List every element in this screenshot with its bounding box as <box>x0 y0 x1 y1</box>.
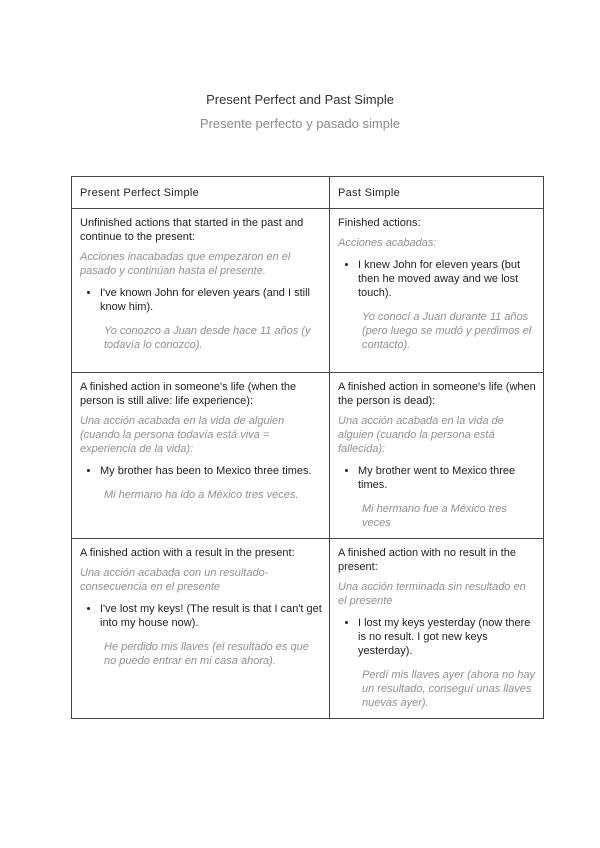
rule-text: Unfinished actions that started in the past and continue to the present: <box>80 217 304 243</box>
example-list <box>338 258 536 300</box>
table-cell <box>330 539 544 719</box>
header-past-simple: Past Simple <box>330 177 544 209</box>
rule-translation: Acciones acabadas: <box>338 237 437 249</box>
rule-text: A finished action in someone's life (when the person is still alive: life experience): <box>80 381 297 407</box>
table-row <box>72 373 544 539</box>
example-list <box>80 464 322 478</box>
example-list <box>80 602 322 630</box>
example-translation: Mi hermano ha ido a México tres veces. <box>104 489 299 501</box>
page-subtitle: Presente perfecto y pasado simple <box>199 116 401 131</box>
table-row <box>72 539 544 719</box>
rule-text: A finished action in someone's life (when the person is dead): <box>338 381 536 407</box>
rule-translation: Acciones inacabadas que empezaron en el pasado y continúan hasta el presente. <box>80 251 291 277</box>
example-sentence: • I lost my keys yesterday (now there is no result. I got new keys yesterday). <box>358 616 536 658</box>
rule-text: A finished action with a result in the present: <box>80 547 295 559</box>
table-header-row <box>72 177 544 209</box>
rule-text: A finished action with no result in the present: <box>338 547 516 573</box>
table-cell <box>330 373 544 539</box>
example-translation: Yo conocí a Juan durante 11 años (pero luego se mudó y perdimos el contacto). <box>362 311 532 351</box>
rule-translation: Una acción acabada en la vida de alguien (cuando la persona todavía está viva = experiencia de la vida): <box>80 415 285 455</box>
table-cell <box>72 373 330 539</box>
table-row <box>72 209 544 373</box>
example-list <box>338 616 536 658</box>
table-cell <box>72 539 330 719</box>
table-cell <box>330 209 544 373</box>
header-present-perfect: Present Perfect Simple <box>72 177 330 209</box>
example-translation: Mi hermano fue a México tres veces <box>362 503 507 529</box>
example-translation: Yo conozco a Juan desde hace 11 años (y todavía lo conozco). <box>104 325 311 351</box>
example-sentence: • My brother went to Mexico three times. <box>358 464 536 492</box>
example-translation: He perdido mis llaves (el resultado es que no puedo entrar en mi casa ahora). <box>104 641 309 667</box>
table-cell <box>72 209 330 373</box>
example-list <box>80 286 322 314</box>
example-sentence: • My brother has been to Mexico three times. <box>100 464 322 478</box>
rule-translation: Una acción terminada sin resultado en el presente <box>338 581 526 607</box>
example-sentence: • I've known John for eleven years (and I still know him). <box>100 286 322 314</box>
example-translation: Perdí mis llaves ayer (ahora no hay un resultado, conseguí unas llaves nuevas ayer). <box>362 669 536 709</box>
example-sentence: • I knew John for eleven years (but then he moved away and we lost touch). <box>358 258 536 300</box>
example-sentence: • I've lost my keys! (The result is that I can't get into my house now). <box>100 602 322 630</box>
example-list <box>338 464 536 492</box>
page-title: Present Perfect and Past Simple <box>206 92 394 107</box>
comparison-table <box>71 176 544 719</box>
rule-translation: Una acción acabada en la vida de alguien (cuando la persona está fallecida): <box>338 415 504 455</box>
rule-text: Finished actions: <box>338 217 421 229</box>
rule-translation: Una acción acabada con un resultado-consecuencia en el presente <box>80 567 269 593</box>
